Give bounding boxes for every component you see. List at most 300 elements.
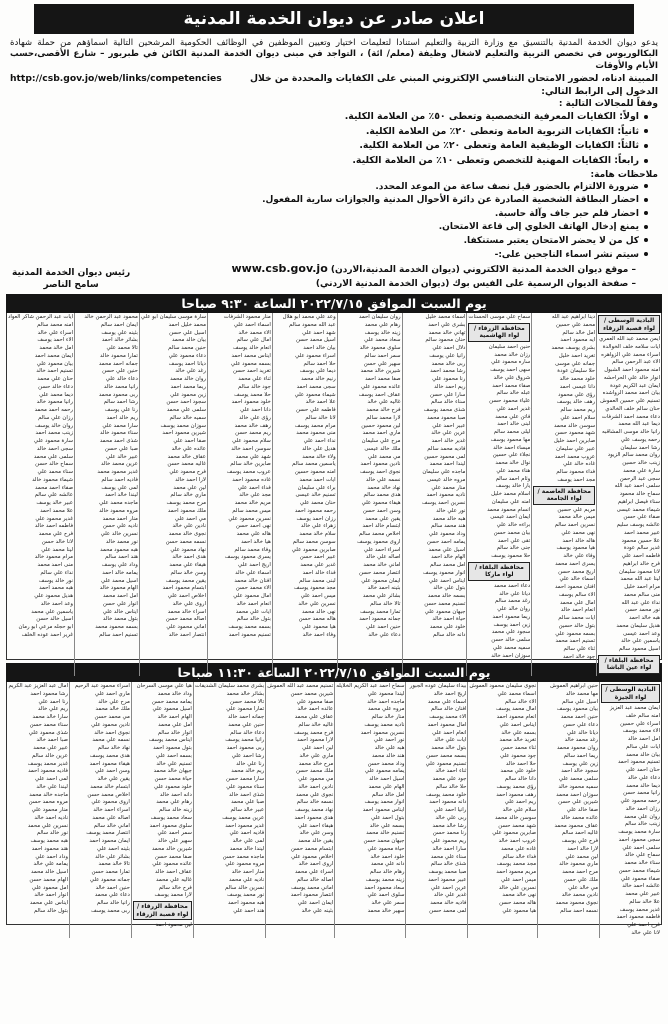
candidate-name: هند محمود احمد <box>31 845 68 852</box>
candidate-name: خلود محمد يوسف <box>425 791 467 798</box>
candidate-name: نجوى علي محمد <box>296 791 334 798</box>
candidate-name: لبنى خالد احمد <box>497 421 531 428</box>
candidate-name: نادين احمد خالد <box>298 783 334 790</box>
candidate-name: انتصار محمود احمد <box>290 892 334 899</box>
candidate-name: دعاء محمد احمد الشرفات <box>601 413 660 420</box>
candidate-name: ديما عبد الله محمد <box>618 421 660 428</box>
candidate-name: مي خالد علي <box>568 884 599 891</box>
candidate-name: رحمه يوسف علي <box>620 436 660 443</box>
candidate-name: ناديه علي حسن <box>102 523 138 530</box>
candidate-name: خلود محمد خالد <box>559 376 596 383</box>
candidate-name: ميس احمد علي <box>501 876 537 883</box>
candidate-name: ايناس خالد علي <box>102 608 138 615</box>
candidate-name: نهاد محمد يوسف <box>295 807 334 814</box>
candidate-name: هند خالد محمد <box>371 752 405 759</box>
candidate-name: رغد محمد خالد <box>564 737 599 744</box>
candidate-name: امل احمد خالد <box>627 736 660 743</box>
candidate-name: رزان احمد خالد <box>625 805 660 812</box>
candidate-name: عبير خالد علي <box>106 453 138 460</box>
session-1-grid <box>6 313 662 672</box>
names-column <box>7 682 69 938</box>
candidate-name: دانا خالد سالم <box>504 776 537 783</box>
candidate-name: زينه خالد سالم <box>158 807 192 814</box>
candidate-name: رهام علي محمد <box>364 321 401 328</box>
candidate-name: تغريد خالد محمد <box>499 737 537 744</box>
candidate-name: امال علي سالم <box>236 337 271 344</box>
candidate-name: اسيل علي حسن <box>169 329 206 336</box>
candidate-name: فاطمه علي حسن <box>296 407 336 414</box>
candidate-name: انعام احمد خالد <box>560 607 596 614</box>
candidate-name: وداد علي يوسف <box>101 562 138 569</box>
candidate-name: نور محمد حسن <box>625 607 660 614</box>
candidate-name: سوزان محمد يوسف <box>160 422 206 429</box>
candidate-name: زينه محمد يوسف <box>365 876 405 883</box>
candidate-name: حنين احمد محمد <box>560 714 599 721</box>
candidate-name: عرين خالد سالم <box>31 752 68 759</box>
candidate-name: ليندا احمد محمد <box>429 461 466 468</box>
candidate-name: افنان خالد سالم <box>430 706 467 713</box>
candidate-name: غاده محمود احمد <box>232 476 271 483</box>
candidate-name: صفا محمود علي <box>296 698 334 705</box>
candidate-name: دعاء خالد علي <box>105 376 138 383</box>
candidate-name: دانا احمد علي <box>240 407 271 414</box>
candidate-name: نداء احمد علي <box>303 438 336 445</box>
candidate-name: روان خالد علي <box>497 606 531 613</box>
candidate-name: صفا محمد حسن <box>154 853 192 860</box>
candidate-name: الاء عبد الرحمن سالم <box>612 359 660 366</box>
candidate-name: زين محمود علي <box>170 391 206 398</box>
candidate-name: هدى احمد خالد <box>172 554 206 561</box>
candidate-name: عرين محمد خالد <box>100 461 138 468</box>
notes-list <box>6 181 662 263</box>
candidate-name: اسيل محمود سالم <box>618 646 660 653</box>
candidate-name: تهاني خالد محمد <box>428 329 466 336</box>
candidate-name: حنين احمد خالد <box>95 884 130 891</box>
candidate-name: يسرى محمود يوسف <box>224 554 271 561</box>
candidate-name: روان محمود محمد <box>556 745 599 752</box>
candidate-name: ربى خالد محمد <box>431 360 466 367</box>
candidate-name: ايات علي سالم <box>625 743 660 750</box>
candidate-name: دعاء علي خالد <box>627 774 660 781</box>
candidate-name: شهد احمد علي <box>302 329 336 336</box>
candidate-name: ربى محمد يوسف <box>91 907 130 914</box>
candidate-name: بيان خالد محمد <box>172 337 206 344</box>
candidate-name: نجوى سليمان محمود العموش <box>469 683 537 690</box>
candidate-name: سناء محمد علي <box>37 469 74 476</box>
candidate-name: بسمه خالد محمد <box>427 593 466 600</box>
candidate-name: الاء محمد حسن <box>235 585 271 592</box>
candidate-name: بسمه محمود علي <box>555 630 596 637</box>
candidate-name: ايمن محمد عبد الله العمري <box>599 336 660 343</box>
candidate-name: انعام محمود احمد <box>496 714 537 721</box>
candidate-name: امال محمود احمد <box>427 721 467 728</box>
candidate-name: الهام محمود خالد <box>99 585 138 592</box>
candidate-name: رشا محمود احمد <box>30 690 68 697</box>
publish-site-label: موقع ديوان الخدمة المدنية الالكتروني (ديوان الخدمة المدنية،الاردن) <box>330 265 629 276</box>
candidate-name: تمارا محمود علي <box>226 706 265 713</box>
signature-block <box>12 267 130 291</box>
candidate-name: اسلام محمد خليل <box>491 491 531 498</box>
candidate-name: سلام خالد محمد <box>299 531 336 538</box>
candidate-name: سهير علي حسن <box>363 360 401 367</box>
candidate-name: ليندا خالد محمد <box>229 845 265 852</box>
candidate-name: ماجده علي سليمان <box>422 469 466 476</box>
candidate-name: سماح خالد محمود <box>619 491 660 498</box>
candidate-name: منى محمود محمد <box>296 430 336 437</box>
names-column <box>139 313 207 676</box>
candidate-name: لارا خالد احمد <box>567 845 599 852</box>
candidate-name: فداء خالد سالم <box>502 853 537 860</box>
candidate-name: فرح احمد علي <box>627 922 660 929</box>
candidate-name: سارا محمد حسن <box>225 776 265 783</box>
candidate-name: لينا عبد الله محمد <box>620 576 660 583</box>
candidate-name: انوار محمد يوسف <box>364 799 405 806</box>
candidate-name: هبه محمد يوسف <box>30 838 68 845</box>
candidate-name: عفاف محمود محمد <box>554 822 599 829</box>
candidate-name: منار محمود الشرفات <box>223 314 271 321</box>
candidate-name: بيان محمود علي <box>36 360 74 367</box>
candidate-name: اروى علي خالد <box>172 600 206 607</box>
candidate-name: الهام خالد احمد <box>431 554 466 561</box>
candidate-name: الاء محمد يوسف <box>429 714 467 721</box>
candidate-name: ملك محمد حسن <box>296 768 334 775</box>
candidate-name: بيان خالد احمد <box>303 345 336 352</box>
candidate-name: دانا عيسى احمد <box>559 383 596 390</box>
bullet-icon <box>644 252 648 256</box>
candidate-name: عبير احمد علي <box>432 422 466 429</box>
candidate-name: صبا محمود محمد <box>427 414 466 421</box>
candidate-name: سماح علي موسى الحسنات <box>468 314 531 321</box>
candidate-name: رشا احمد سليمان <box>620 444 660 451</box>
candidate-name: سلام محمود علي <box>232 438 271 445</box>
candidate-name: بشرى يوسف محمد <box>551 345 596 352</box>
candidate-name: ملك خالد عيسى <box>364 445 401 452</box>
candidate-name: ماري احمد علي <box>94 690 130 697</box>
candidate-name: نهى خالد محمد <box>302 608 336 615</box>
candidate-name: رانيا محمد يوسف <box>225 737 265 744</box>
region-header: البادية الوسطى / لواء الجيزة <box>601 684 660 703</box>
candidate-name: نسمه احمد سالم <box>560 907 599 914</box>
candidate-name: سجى احمد خالد <box>36 445 74 452</box>
candidate-name: عبير علي سليمان <box>556 445 596 452</box>
candidate-name: محمد علي حسين <box>556 321 596 328</box>
candidate-name: رغد علي خالد <box>175 368 206 375</box>
candidate-name: شيماء محمد حسن <box>618 867 660 874</box>
candidate-name: بسمه علي خالد <box>501 729 537 736</box>
candidate-name: امل محمود علي <box>31 884 68 891</box>
names-column <box>272 313 337 676</box>
candidate-name: اسراء خالد محمد <box>167 608 206 615</box>
candidate-name: اسراء علي خالد <box>37 329 74 336</box>
candidate-name: تمارا محمود خالد <box>100 352 138 359</box>
candidate-name: رزان خالد محمد <box>494 351 531 358</box>
candidate-name: ايات احمد محمد <box>299 476 336 483</box>
candidate-name: اسيل علي سالم <box>562 698 599 705</box>
candidate-name: انسام محمود محمد <box>487 506 531 513</box>
competencies-link-line <box>6 72 662 98</box>
candidate-name: تسنيم احمد محمد <box>555 638 596 645</box>
candidate-name: عائده محمود علي <box>360 383 401 390</box>
candidate-name: عرين احمد علي <box>430 884 467 891</box>
candidate-name: جمانه محمود احمد <box>359 616 401 623</box>
candidate-name: تسنيم خالد محمد <box>366 830 405 837</box>
candidate-name: ديما محمد علي <box>39 391 74 398</box>
candidate-name: يقين محمد يوسف <box>165 577 206 584</box>
candidate-name: رشا احمد علي <box>231 752 265 759</box>
candidate-name: امل علي محمد <box>158 721 192 728</box>
candidate-name: رانيا احمد علي <box>433 807 467 814</box>
candidate-name: شيماء محمود خالد <box>32 476 74 483</box>
candidate-name: سلوى احمد علي <box>367 892 405 899</box>
candidate-name: هاله علي محمد <box>236 531 271 538</box>
names-column <box>599 682 661 938</box>
candidate-name: انتصار احمد خالد <box>168 631 206 638</box>
intro-text-1: يدعو ديوان الخدمة المدنية بالتنسيق مع وزارة التربية والتعليم استنادا لتعليمات اختيار وتعيين الموظفين في الوظائف الحكومية المرشحين التالية اسماؤهم من حملة شهادة <box>10 38 658 48</box>
candidate-name: هيا محمود يوسف <box>556 545 596 552</box>
candidate-name: مي محمد حسن <box>94 714 130 721</box>
candidate-name: بيان محمد حسن <box>493 529 531 536</box>
candidate-name: بثينه علي خالد <box>301 907 334 914</box>
candidate-name: زينه خالد يوسف <box>364 329 401 336</box>
candidate-name: امل خالد سالم <box>562 329 596 336</box>
candidate-name: عبير خالد سالم <box>230 807 265 814</box>
candidate-name: بيان احمد محمد الرواشده <box>602 390 660 397</box>
candidate-name: انتصار محمد حسن <box>359 569 401 576</box>
candidate-name: ميس محمد سالم <box>232 507 271 514</box>
candidate-name: لمى احمد علي <box>35 776 68 783</box>
candidate-name: رنيم خالد محمد <box>301 376 336 383</box>
candidate-name: نسرين خالد علي <box>100 531 138 538</box>
candidate-name: رغد محمد سالم <box>494 598 531 605</box>
candidate-name: ريم محمد سالم <box>560 407 596 414</box>
candidate-name: ريم احمد خالد <box>434 383 466 390</box>
candidate-name: نجلاء علي حسين <box>492 452 531 459</box>
candidate-name: تمارا محمد حسن <box>91 869 130 876</box>
candidate-name: سوسن خالد محمد <box>494 814 537 821</box>
candidate-name: اصاله محمد حسن <box>165 616 206 623</box>
candidate-name: لانا خالد حسن <box>41 538 74 545</box>
candidate-name: علا محمد احمد <box>40 507 74 514</box>
session-2-grid <box>6 682 662 936</box>
candidate-name: ياسمين محمد سالم <box>292 461 336 468</box>
candidate-name: سمر علي خالد <box>371 900 405 907</box>
candidate-name: نجوى محمود محمد <box>555 900 599 907</box>
candidate-name: ليندا محمود علي <box>367 690 405 697</box>
names-column <box>466 313 531 676</box>
candidate-name: هدى محمود احمد <box>294 814 334 821</box>
candidate-name: سناء فيصل ابراهيم <box>617 498 660 505</box>
candidate-name: صبا علي محمد <box>231 799 265 806</box>
candidate-name: مجد محمود يوسف <box>294 585 336 592</box>
candidate-name: مجد احمد يوسف <box>557 476 596 483</box>
candidate-name: سلام احمد علي <box>560 414 596 421</box>
candidate-name: سعاد محمود احمد <box>364 884 405 891</box>
candidate-name: سلمى علي محمد <box>166 407 206 414</box>
candidate-name: تالا خالد محمد <box>98 861 130 868</box>
note-item: يمنع إدخال الهاتف الخلوي إلى قاعة الامتحان. <box>6 221 648 235</box>
candidate-name: شيرين محمود احمد <box>162 430 206 437</box>
candidate-name: ريم محمود علي <box>431 838 467 845</box>
candidate-name: منى سالم محمد <box>623 591 660 598</box>
announcement-title: اعلان صادر عن ديوان الخدمة المدنية <box>34 4 634 34</box>
candidate-name: امل احمد محمد <box>102 593 138 600</box>
candidate-name: اسراء محمود علي <box>295 352 336 359</box>
candidate-name: حلا خالد سالم <box>435 783 467 790</box>
candidate-name: اخلاص محمد سالم <box>358 531 401 538</box>
candidate-name: بشرى علي احمد <box>428 321 466 328</box>
candidate-name: مرح محمد يوسف <box>166 500 206 507</box>
candidate-name: وئام احمد سالم <box>495 475 531 482</box>
candidate-name: ماري محمود خالد <box>559 861 599 868</box>
candidate-name: مها محمود يوسف <box>490 436 531 443</box>
candidate-name: امنه محمود حسين <box>294 469 336 476</box>
candidate-name: سهير خالد محمد <box>367 907 405 914</box>
candidate-name: تالا محمد حسن <box>229 698 265 705</box>
candidate-name: مرح علي خالد <box>98 698 130 705</box>
candidate-name: تسنيم احمد خالد <box>36 368 74 375</box>
candidate-name: هيفاء محمود احمد <box>89 760 130 767</box>
candidate-name: لمى علي خالد <box>232 838 265 845</box>
candidate-name: يقين علي خالد <box>97 776 130 783</box>
candidate-name: امال عبد العزيز عبد الكريم <box>8 683 68 690</box>
candidate-name: لارا محمد يوسف <box>154 892 192 899</box>
candidate-name: حنين ابراهيم العموش <box>550 683 599 690</box>
candidate-name: غدير سالم عودة <box>623 545 660 552</box>
candidate-name: محمد خليل احمد <box>168 321 206 328</box>
candidate-name: ماري خالد سالم <box>170 492 206 499</box>
region-header: محافظة الزرقاء / لواء الهاشمية <box>468 323 530 342</box>
names-column <box>193 682 265 938</box>
candidate-name: جود محمود علي <box>499 752 537 759</box>
region-header: محافظة البلقاء / لواء ماركا <box>468 562 530 581</box>
candidate-name: ساره محمود علي <box>491 359 531 366</box>
candidate-name: ايناس احمد علي <box>428 577 466 584</box>
candidate-name: ابتسام محمد حسن <box>290 845 334 852</box>
candidate-name: انوار احمد خالد <box>34 892 68 899</box>
candidate-name: صابرين محمود علي <box>291 546 336 553</box>
candidate-name: صفاء محمد احمد <box>492 382 531 389</box>
candidate-name: يمامه علي خالد <box>33 861 68 868</box>
candidate-name: يسرى احمد محمد <box>555 560 596 567</box>
candidate-name: عبد الله محمود سالم <box>289 321 336 328</box>
candidate-name: تسنيم محمود احمد <box>228 631 271 638</box>
candidate-name: مروه محمود علي <box>225 861 265 868</box>
candidate-name: مريم خالد محمد <box>234 500 271 507</box>
candidate-name: ليندا علي خالد <box>36 783 68 790</box>
candidate-name: تالا خالد سالم <box>370 600 401 607</box>
candidate-name: براءه خالد علي <box>496 522 531 529</box>
candidate-name: غدير محمود علي <box>35 515 74 522</box>
candidate-name: حنين محمد سالم <box>168 345 206 352</box>
candidate-name: رانيا محمد خالد <box>103 383 138 390</box>
candidate-name: اريج احمد علي <box>238 562 271 569</box>
candidate-name: هدى محمد سالم <box>363 492 401 499</box>
candidate-name: حلا محمد يوسف <box>234 391 271 398</box>
candidate-name: شيرين خالد محمد <box>360 368 401 375</box>
session-2-header: يوم السبت الموافق ٢٠٢٢/٧/١٥ الساعة ١١:٣٠ صباحا <box>6 663 662 682</box>
candidate-name: وفاء احمد خالد <box>302 631 336 638</box>
candidate-name: نوال خالد محمد <box>495 460 531 467</box>
candidate-name: لمى محمد حسن <box>429 907 467 914</box>
candidate-name: دعاء خالد سالم <box>230 729 265 736</box>
candidate-name: سناء محمد حسن <box>29 721 68 728</box>
candidate-name: سلمى علي محمد <box>33 453 74 460</box>
candidate-name: دانه خالد سالم <box>432 631 466 638</box>
candidate-name: انتصار محمد يوسف <box>86 830 130 837</box>
candidate-name: فرح محمود علي <box>169 469 206 476</box>
candidate-name: بسمه محمود علي <box>230 360 271 367</box>
candidate-name: بثينه علي يوسف <box>101 329 138 336</box>
candidate-name: لين محمود احمد <box>155 922 192 929</box>
candidate-name: زينب خالد حسين <box>622 460 660 467</box>
criteria-item: اولاً: الكفايات المعرفية التخصصية وتعطى ٥٠٪ من العلامة الكلية. <box>6 110 648 125</box>
candidate-name: حلا سليمان عودة <box>557 368 596 375</box>
candidate-name: حياة محمد حسن <box>154 776 192 783</box>
candidate-name: عبير علي محمد <box>33 745 68 752</box>
candidate-name: غدير علي خالد <box>433 892 467 899</box>
candidate-name: يقين علي محمد <box>365 515 401 522</box>
candidate-name: شذى احمد محمد <box>99 438 138 445</box>
publish-block: – موقع ديوان الخدمة المدنية الالكتروني (ديوان الخدمة المدنية،الاردن) www.csb.gov.jo – صفحة الديوان الرسمية على الفيس بوك (ديوان الخدمة المدنية الاردني) <box>231 262 636 289</box>
names-column <box>131 682 193 938</box>
candidate-name: بسمه محمود محمد <box>95 624 138 631</box>
candidate-name: منار احمد خالد <box>231 869 265 876</box>
notes-title: ملاحظات هامة: <box>590 169 658 180</box>
candidate-name: فاديه محمود احمد <box>28 768 68 775</box>
candidate-name: فرح خالد ابراهيم <box>622 560 660 567</box>
candidate-name: سارة علي محمد <box>623 467 660 474</box>
candidate-name: دانه محمود احمد <box>429 799 467 806</box>
candidate-name: دينا ابراهيم عبد الله <box>551 314 596 321</box>
candidate-name: نور علي خالد <box>436 507 466 514</box>
candidate-name: ايات علي خالد <box>434 737 467 744</box>
candidate-name: نسرين علي خالد <box>498 884 537 891</box>
candidate-name: تسنيم محمد حسن <box>424 600 466 607</box>
publish-site-url[interactable]: www.csb.gov.jo <box>231 262 328 276</box>
candidate-name: وعد علي محمد ابو هلال <box>282 314 336 321</box>
candidate-name: نسرين محمود احمد <box>360 729 405 736</box>
candidate-name: هبه خالد محمد <box>432 515 466 522</box>
candidate-name: امنه محمود احمد الشبول <box>604 367 660 374</box>
candidate-name: عرين محمد يوسف <box>222 814 265 821</box>
candidate-name: رحمه محمود احمد <box>294 507 336 514</box>
candidate-name: ايناس احمد علي <box>499 721 537 728</box>
candidate-name: ثناء علي محمد <box>238 376 271 383</box>
candidate-name: حياة محمود علي <box>367 845 405 852</box>
candidate-name: اسيل محمود علي <box>152 706 192 713</box>
candidate-name: رهف خالد يوسف <box>556 399 596 406</box>
intro-text-2: البكالوريوس في تخصص التربية والتعليم لاشغال وظيفة (معلم/ ائة) ، التواجد في مبنى ديوان الخدمة المدنية الكائن في طبربور – شارع الأقصى،حسب الأيام والأوقات <box>10 49 658 71</box>
candidate-name: ايمان احمد عيسى <box>490 514 531 521</box>
candidate-name: تسنيم محمود علي <box>425 760 467 767</box>
candidate-name: نجوى احمد خالد <box>94 729 130 736</box>
candidate-name: جمانه علي موسى <box>555 360 596 367</box>
candidate-name: سوزان احمد محمد <box>556 791 599 798</box>
candidate-name: هاله محمد حسن <box>298 616 336 623</box>
candidate-name: رؤى محمد يوسف <box>496 783 537 790</box>
candidate-name: ميساء احمد خالد <box>493 444 531 451</box>
names-column <box>405 682 467 938</box>
candidate-name: فاديه احمد علي <box>229 830 265 837</box>
candidate-name: غاليه علي محمد <box>156 876 192 883</box>
candidate-name: مروه علي محمد <box>367 706 405 713</box>
competencies-url[interactable]: http://csb.gov.jo/web/links/competencies <box>10 73 222 85</box>
candidate-name: بتول محمد خالد <box>102 616 138 623</box>
candidate-name: غاده خالد علي <box>563 461 596 468</box>
candidate-name: رهف محمود احمد <box>496 791 537 798</box>
candidate-name: بيان محمود يوسف <box>556 706 599 713</box>
candidate-name: رهام علي محمد <box>156 799 192 806</box>
